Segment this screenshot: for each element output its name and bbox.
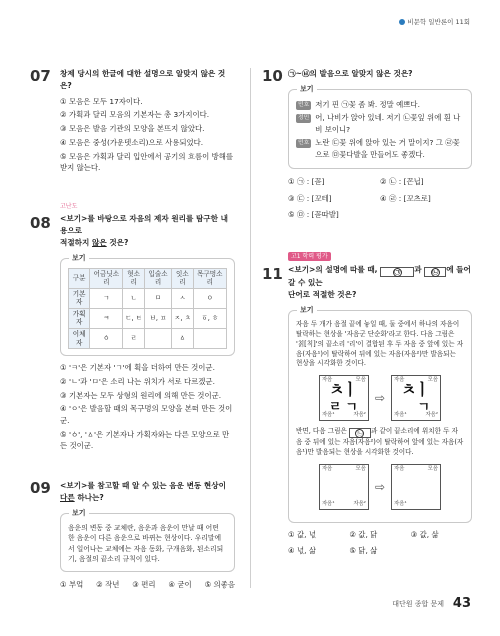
question-stem: 창제 당시의 한글에 대한 설명으로 알맞지 않은 것은? [60, 69, 226, 90]
question-09 [30, 480, 235, 590]
page-header [399, 17, 470, 27]
arrow-right-icon: ⇨ [374, 391, 386, 406]
table-row: 가획자 ㅋ ㄷ, ㅌ ㅂ, ㅍ ㅈ, ㅊ ㆆ, ㅎ [69, 308, 227, 328]
bogi-text-2: 반면, 다음 그림은 ㉡ 과 같이 끝소리에 위치한 두 자음 중 뒤에 있는 자음(자음²)이 탈락하여 앞에 있는 자음(자음¹)만 발음되는 현상을 시각화한 것이다. [296, 427, 464, 457]
bogi-label: 보기 [297, 305, 317, 316]
header-text: 비문학 일반론이 11회 [407, 18, 470, 26]
page-number: 43 [452, 595, 471, 611]
table-header: 혓소리 [123, 268, 144, 288]
option-4[interactable]: ④ 'ㅇ'은 발음할 때의 목구멍의 모양을 본떠 만든 것이군. [60, 404, 233, 425]
header-dot-icon [399, 19, 405, 25]
option-5[interactable]: ⑤ 'ㆁ', 'ㅿ'은 기본자나 가획자와는 다른 모양으로 만든 것이군. [60, 429, 230, 451]
option-3[interactable]: ③ ㉢ : [꼬테] [288, 193, 332, 203]
bogi-label: 보기 [69, 508, 89, 519]
question-stem: <보기>를 참고할 때 알 수 있는 음운 변동 현상이 다른 하나는? [60, 481, 226, 502]
option-3[interactable]: ③ 모음은 발음 기관의 모양을 본뜨지 않았다. [60, 124, 205, 134]
bogi-box [288, 305, 472, 523]
syllable-diagram-2 [296, 464, 464, 510]
bogi-label: 보기 [69, 253, 89, 264]
speaker-badge: 민호 [298, 101, 310, 108]
question-number: 09 [30, 479, 51, 497]
option-2[interactable]: ② ㉡ : [꼰닙] [380, 177, 424, 187]
question-07 [30, 68, 235, 176]
question-number: 08 [30, 214, 51, 233]
option-2[interactable]: ② 'ㄴ'과 'ㅁ'은 소리 나는 위치가 서로 다르겠군. [60, 376, 215, 386]
table-header: 목구멍소리 [193, 268, 226, 288]
bogi-text-1: 자음 두 개가 음절 끝에 놓일 때, 둘 중에서 하나의 자음이 탈락하는 현상을 '자음군 단순화'라고 한다. 다음 그림은 '칡[칙]'의 끝소리 '리'이 결합된 후 두 자음 중 앞에 있는 자음(자음¹)이 탈락하여 뒤에 있는 자음(자음²)만 발음되는 현상을 시각화한 것이다. [296, 319, 464, 368]
options-list [60, 96, 235, 174]
question-stem: <보기>를 바탕으로 자음의 제자 원리를 탐구한 내용으로 적절하지 않은 것은? [60, 214, 228, 247]
option-1[interactable]: ① 값, 넋 [288, 530, 316, 540]
dialogue-line: 민호 저기 핀 ㉠꽃 좀 봐. 정말 예쁘다. [298, 99, 420, 109]
option-4[interactable]: ④ 굳이 [168, 579, 192, 589]
option-4[interactable]: ④ ㉣ : [꼬츠로] [380, 193, 431, 203]
table-header: 입술소리 [144, 268, 171, 288]
syllable-diagram-1 [296, 375, 464, 421]
syllable-block-after: 자음 모음 자음¹ [391, 464, 441, 510]
bogi-box [60, 508, 235, 572]
option-5[interactable]: ⑤ 닭, 삶 [349, 545, 378, 555]
table-row: 이체자 ㆁ ㄹ ㅿ [69, 328, 227, 348]
question-08 [30, 200, 235, 454]
syllable-block-before: 자음 모음 자음¹ 자음² [319, 464, 369, 510]
option-2[interactable]: ② 가획과 달리 모음의 기본자는 총 3가지이다. [60, 110, 210, 120]
option-2[interactable]: ② 작년 [96, 579, 120, 589]
options-list [288, 176, 472, 220]
table-header: 잇소리 [172, 268, 193, 288]
table-row: 기본자 ㄱ ㄴ ㅁ ㅅ ㅇ [69, 288, 227, 308]
bogi-box [60, 253, 235, 357]
question-number: 10 [262, 67, 283, 85]
option-4[interactable]: ④ 넋, 삶 [288, 545, 316, 555]
option-5[interactable]: ⑤ ㉤ : [꼳따발] [288, 210, 339, 220]
column-divider [250, 68, 251, 588]
blank-box-2: ㉡ [424, 267, 446, 277]
option-3[interactable]: ③ 편리 [132, 579, 156, 589]
blank-box-1: ㉠ [380, 267, 414, 277]
consonant-table [68, 268, 227, 350]
bogi-text: 음운의 변동 중 교체란, 음운과 음운이 만날 때 어떤 한 음운이 다른 음운으로 바뀌는 현상이다. 우리말에서 일어나는 교체에는 자음 동화, 구개음화, 된소리되기, 음절의 끝소리 규칙이 있다. [68, 523, 224, 564]
option-4[interactable]: ④ 모음은 중성(가운뎃소리)으로 사용되었다. [60, 137, 204, 147]
question-11 [262, 250, 472, 556]
table-header: 구분 [69, 268, 90, 288]
options-list [60, 362, 235, 451]
source-tag: 고1 학력 평가 [288, 252, 331, 261]
bogi-label: 보기 [297, 84, 317, 95]
options-list [288, 529, 472, 556]
syllable-block-after: 자음 모음 ㅊ ㅣ 자음¹ 자음² ㄱ [391, 375, 441, 421]
option-3[interactable]: ③ 기본자는 모두 상형의 원리에 의해 만든 것이군. [60, 390, 222, 400]
options-list [60, 579, 235, 590]
speaker-badge: 민호 [298, 140, 310, 147]
footer-label: 대단원 종합 문제 [392, 600, 444, 609]
speaker-badge: 정민 [298, 115, 310, 122]
option-1[interactable]: ① 모음은 모두 17자이다. [60, 96, 143, 106]
option-1[interactable]: ① 부엌 [60, 579, 84, 589]
arrow-right-icon: ⇨ [374, 480, 386, 495]
option-2[interactable]: ② 값, 닭 [349, 530, 378, 540]
difficulty-tag: 고난도 [60, 203, 78, 210]
syllable-block-before: 자음 모음 ㅊ ㅣ 자음¹ 자음² ㄹ ㄱ [319, 375, 369, 421]
option-5[interactable]: ⑤ 의좋음 [204, 579, 235, 589]
question-number: 07 [30, 67, 51, 85]
question-10 [262, 68, 472, 221]
option-1[interactable]: ① ㉠ : [꼳] [288, 177, 325, 187]
question-stem: <보기>의 설명에 따를 때, ㉠ 과 ㉡ 에 들어갈 수 있는 단어로 적절한 것은? [288, 265, 471, 300]
bogi-box [288, 84, 472, 169]
dialogue-line: 민호 노란 ㉢꽃 위에 앉아 있는 거 말이지? 그 ㉣꽃으로 ㉤꽃다발을 만들어도 좋겠다. [298, 138, 460, 159]
option-3[interactable]: ③ 값, 삶 [410, 530, 439, 540]
option-1[interactable]: ① 'ㅋ'은 기본자 'ㄱ'에 획을 더하여 만든 것이군. [60, 363, 215, 373]
question-stem: ㉠~㉥의 발음으로 알맞지 않은 것은? [288, 69, 413, 78]
dialogue-line: 정민 어, 나비가 앉아 있네. 저기 ㉡꽃잎 위에 흰 나비 보이니? [298, 113, 461, 134]
table-header: 어금닛소리 [90, 268, 123, 288]
option-5[interactable]: ⑤ 모음은 가획과 달리 입안에서 공기의 흐름이 방해를 받지 않는다. [60, 151, 233, 173]
question-number: 11 [262, 265, 283, 284]
